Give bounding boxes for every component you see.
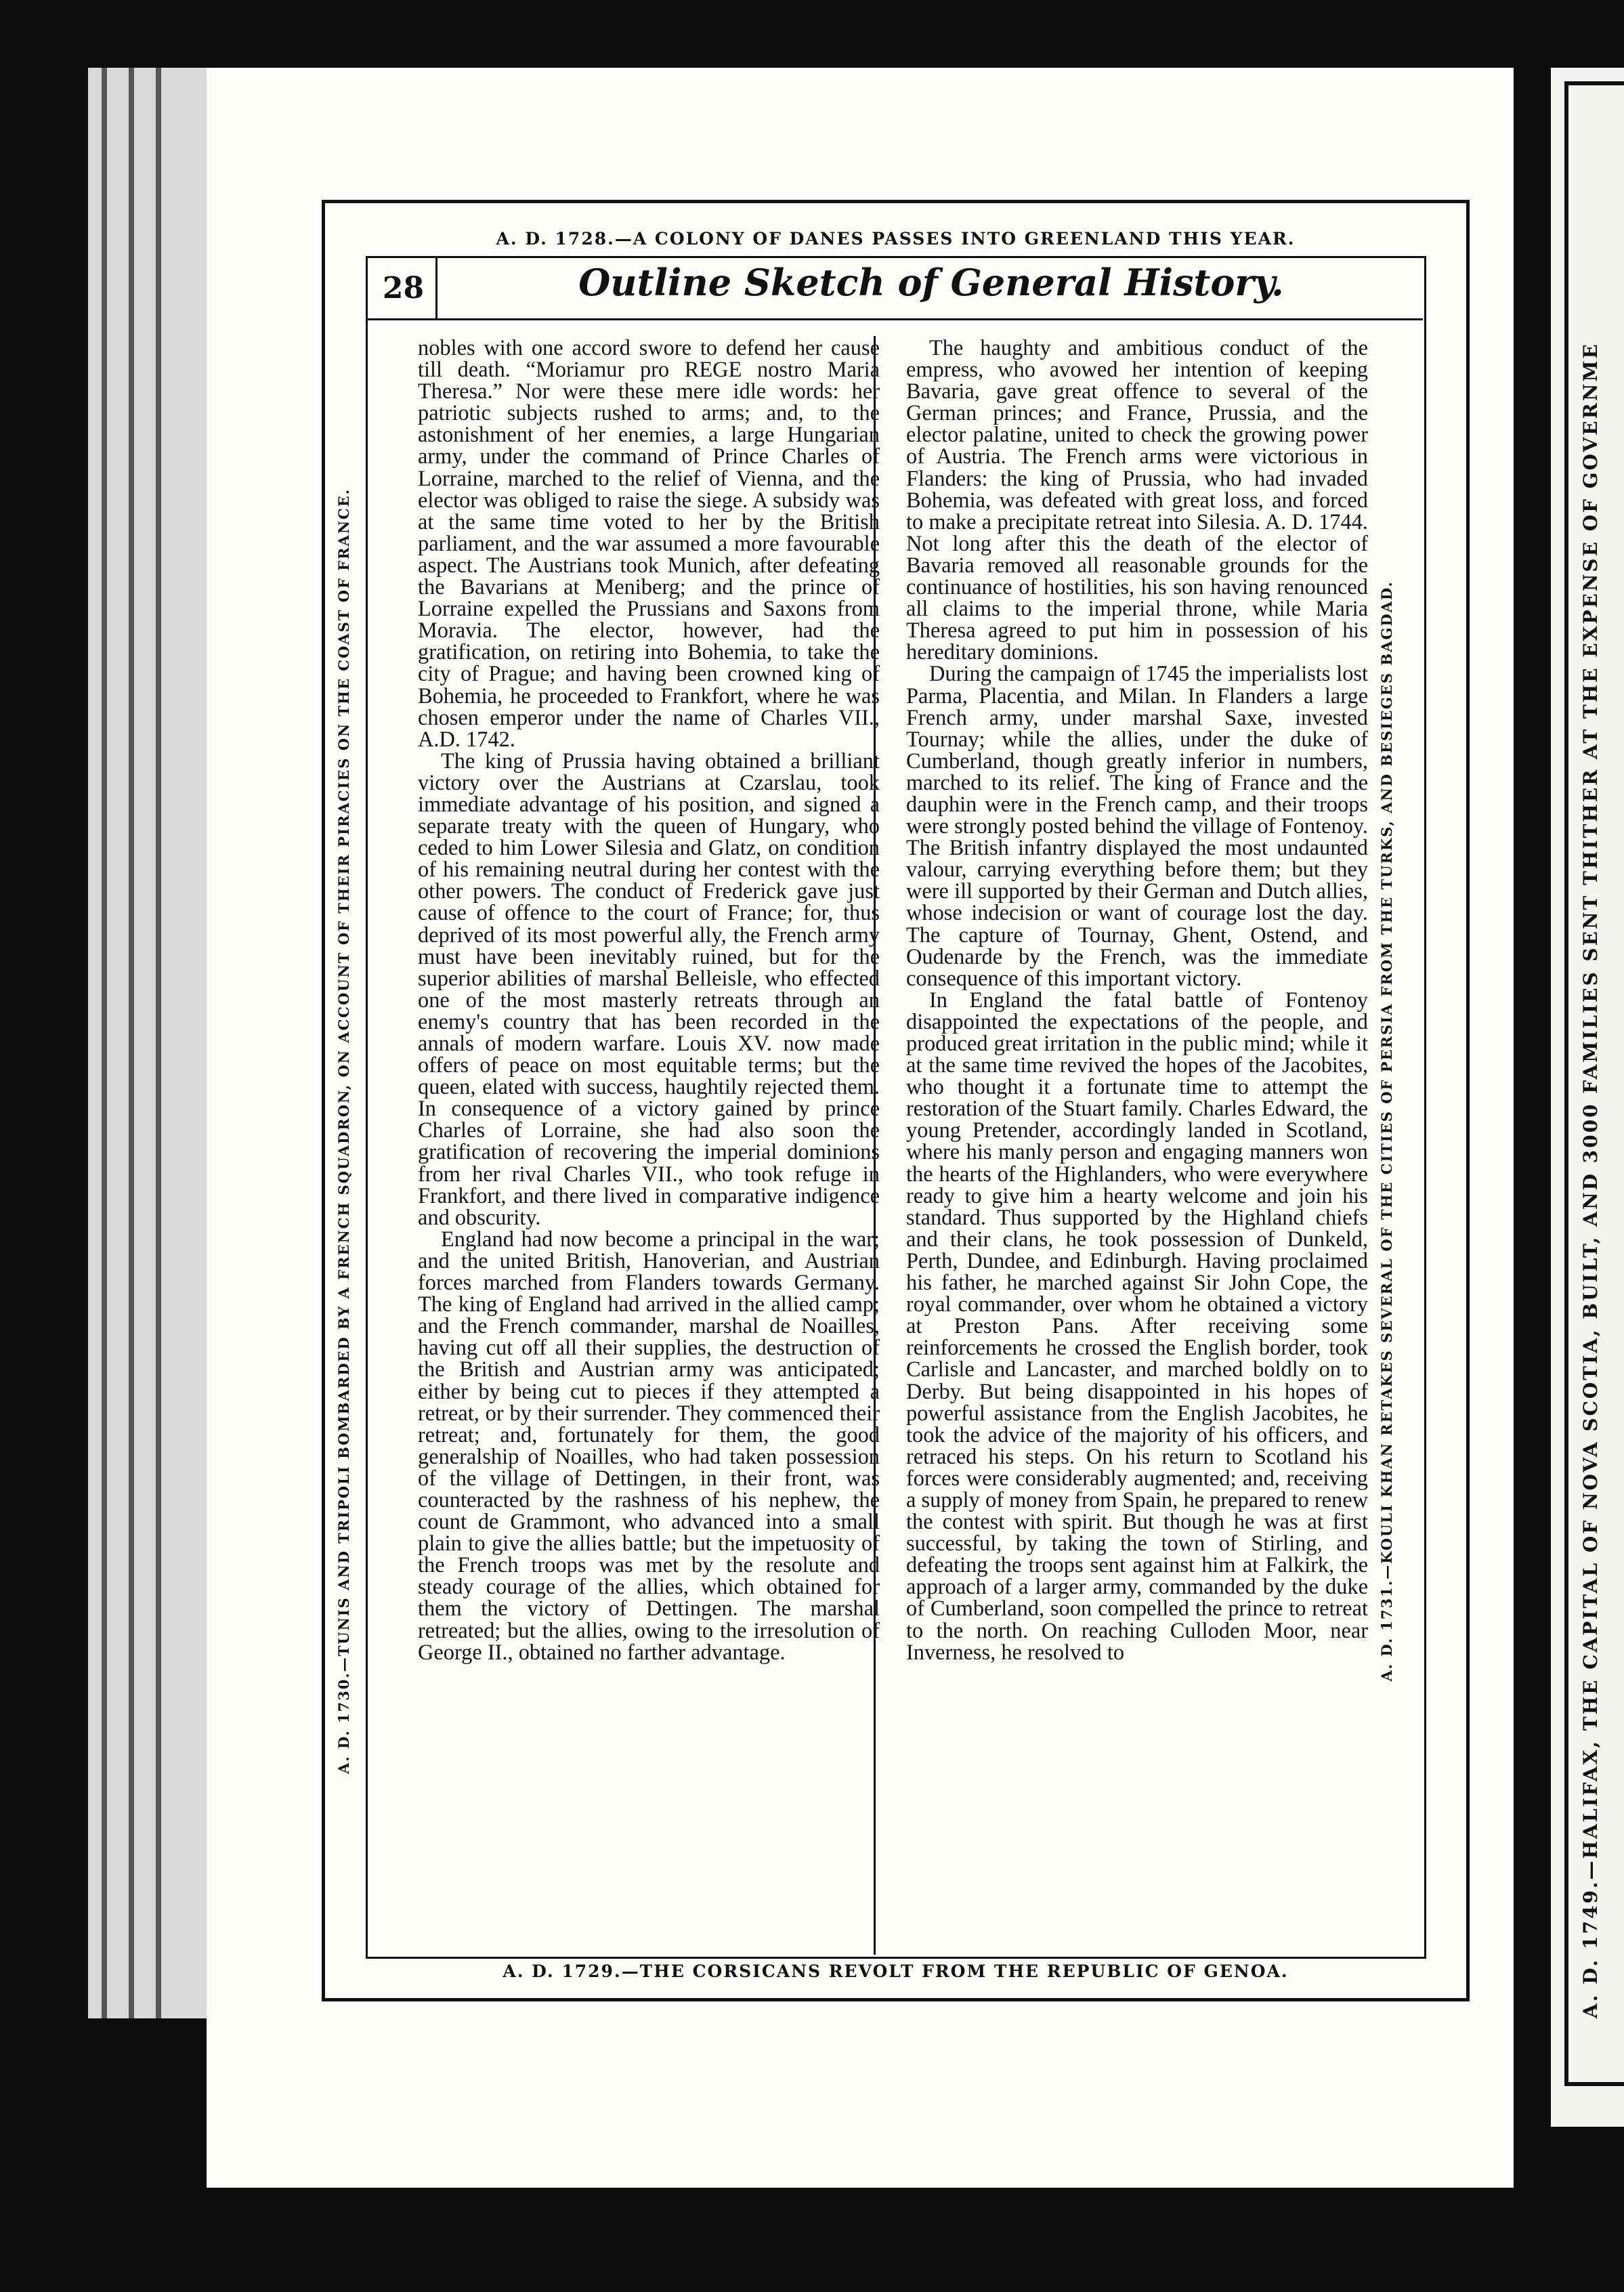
header-rule (368, 318, 1423, 320)
right-column (906, 337, 1368, 1663)
left-column (418, 337, 880, 1663)
right-side-banner: A. D. 1731.—KOULI KHAN RETAKES SEVERAL OF THE CITIES OF PERSIA FROM THE TURKS, AND BESIEGES BAGDAD. (1378, 580, 1395, 1682)
paragraph: In England the fatal battle of Fontenoy disappointed the expectations of the people, and produced great irritation in the public mind; while it at the same time revived the hopes of the Jacobites, who thought it a fortunate time to attempt the restoration of the Stuart family. Charles Edward, the young Pretender, accordingly landed in Scotland, where his manly person and engaging manners won the hearts of the Highlanders, who were everywhere ready to give him a hearty welcome and join his standard. Thus supported by the Highland chiefs and their clans, he took possession of Dunkeld, Perth, Dundee, and Edinburgh. Having proclaimed his father, he marched against Sir John Cope, the royal commander, over whom he obtained a victory at Preston Pans. After receiving some reinforcements he crossed the English border, took Carlisle and Lancaster, and marched boldly on to Derby. But being disappointed in his hopes of powerful assistance from the English Jacobites, he took the advice of the majority of his officers, and retraced his steps. On his return to Scotland his forces were considerably augmented; and, receiving a supply of money from Spain, he prepared to renew the contest with spirit. But though he was at first successful, by taking the town of Stirling, and defeating the troops sent against him at Falkirk, the approach of a larger army, commanded by the duke of Cumberland, soon compelled the prince to retreat to the north. On reaching Culloden Moor, near Inverness, he resolved to (906, 988, 1368, 1665)
left-side-banner: A. D. 1730.—TUNIS AND TRIPOLI BOMBARDED BY A FRENCH SQUADRON, ON ACCOUNT OF THEIR PIRACIES ON THE COAST OF FRANCE. (335, 488, 352, 1775)
top-banner: A. D. 1728.—A COLONY OF DANES PASSES INTO GREENLAND THIS YEAR. (496, 229, 1296, 249)
page-number: 28 (371, 257, 437, 318)
paragraph: The haughty and ambitious conduct of the empress, who avowed her intention of keeping Bavaria, gave great offence to several of the German princes; and France, Prussia, and the elector palatine, united to check the growing power of Austria. The French arms were victorious in Flanders: the king of Prussia, who had invaded Bohemia, was defeated with great loss, and forced to make a precipitate retreat into Silesia. A. D. 1744. Not long after this the death of the elector of Bavaria removed all reasonable grounds for the continuance of hostilities, his son having renounced all claims to the imperial throne, while Maria Theresa agreed to put him in possession of his hereditary dominions. (906, 336, 1368, 665)
facing-page-margin-text: A. D. 1749.—HALIFAX, THE CAPITAL OF NOVA SCOTIA, BUILT, AND 3000 FAMILIES SENT THITHER AT THE EXPENSE OF GOVERNME (1579, 342, 1602, 2018)
column-divider (874, 336, 876, 1955)
paragraph: England had now become a principal in the war; and the united British, Hanoverian, and Austrian forces marched from Flanders towards Germany. The king of England had arrived in the allied camp; and the French commander, marshal de Noailles, having cut off all their supplies, the destruction of the British and Austrian army was anticipated; either by being cut to pieces if they attempted a retreat, or by their surrender. They commenced their retreat; and, fortunately for them, the good generalship of Noailles, who had taken possession of the village of Dettingen, in their front, was counteracted by the rashness of his nephew, the count de Grammont, who advanced into a small plain to give the allies battle; but the impetuosity of the French troops was met by the resolute and steady courage of the allies, which obtained for them the victory of Dettingen. The marshal retreated; but the allies, owing to the irresolution of George II., obtained no farther advantage. (418, 1227, 880, 1665)
paragraph: The king of Prussia having obtained a brilliant victory over the Austrians at Czarslau, took immediate advantage of his position, and signed a separate treaty with the queen of Hungary, who ceded to him Lower Silesia and Glatz, on condition of his remaining neutral during her contest with the other powers. The conduct of Frederick gave just cause of offence to the court of France; for, thus deprived of its most powerful ally, the French army must have been inevitably ruined, but for the superior abilities of marshal Belleisle, who effected one of the most masterly retreats through an enemy's country that has been recorded in the annals of modern warfare. Louis XV. now made offers of peace on most equitable terms; but the queen, elated with success, haughtily rejected them. In consequence of a victory gained by prince Charles of Lorraine, she had also soon the gratification of recovering the imperial dominions from her rival Charles VII., who took refuge in Frankfort, and there lived in comparative indigence and obscurity. (418, 748, 880, 1230)
paragraph: nobles with one accord swore to defend her cause till death. “Moriamur pro REGE nostro Maria Theresa.” Nor were these mere idle words: her patriotic subjects rushed to arms; and, to the astonishment of her enemies, a large Hungarian army, under the command of Prince Charles of Lorraine, marched to the relief of Vienna, and the elector was obliged to raise the siege. A subsidy was at the same time voted to her by the British parliament, and the war assumed a more favourable aspect. The Austrians took Munich, after defeating the Bavarians at Meniberg; and the prince of Lorraine expelled the Prussians and Saxons from Moravia. The elector, however, had the gratification, on retiring into Bohemia, to take the city of Prague; and having been crowned king of Bohemia, he proceeded to Frankfort, where he was chosen emperor under the name of Charles VII., A.D. 1742. (418, 336, 880, 752)
paragraph: During the campaign of 1745 the imperialists lost Parma, Placentia, and Milan. In Flanders a large French army, under marshal Saxe, invested Tournay; while the allies, under the duke of Cumberland, though greatly inferior in numbers, marched to its relief. The king of France and the dauphin were in the French camp, and their troops were strongly posted behind the village of Fontenoy. The British infantry displayed the most undaunted valour, carrying everything before them; but they were ill supported by their German and Dutch allies, whose indecision or want of courage lost the day. The capture of Tournay, Ghent, Ostend, and Oudenarde by the French, was the immediate consequence of this important victory. (906, 662, 1368, 991)
running-title: Outline Sketch of General History. (578, 261, 1284, 304)
bottom-banner: A. D. 1729.—THE CORSICANS REVOLT FROM THE REPUBLIC OF GENOA. (503, 1961, 1289, 1981)
